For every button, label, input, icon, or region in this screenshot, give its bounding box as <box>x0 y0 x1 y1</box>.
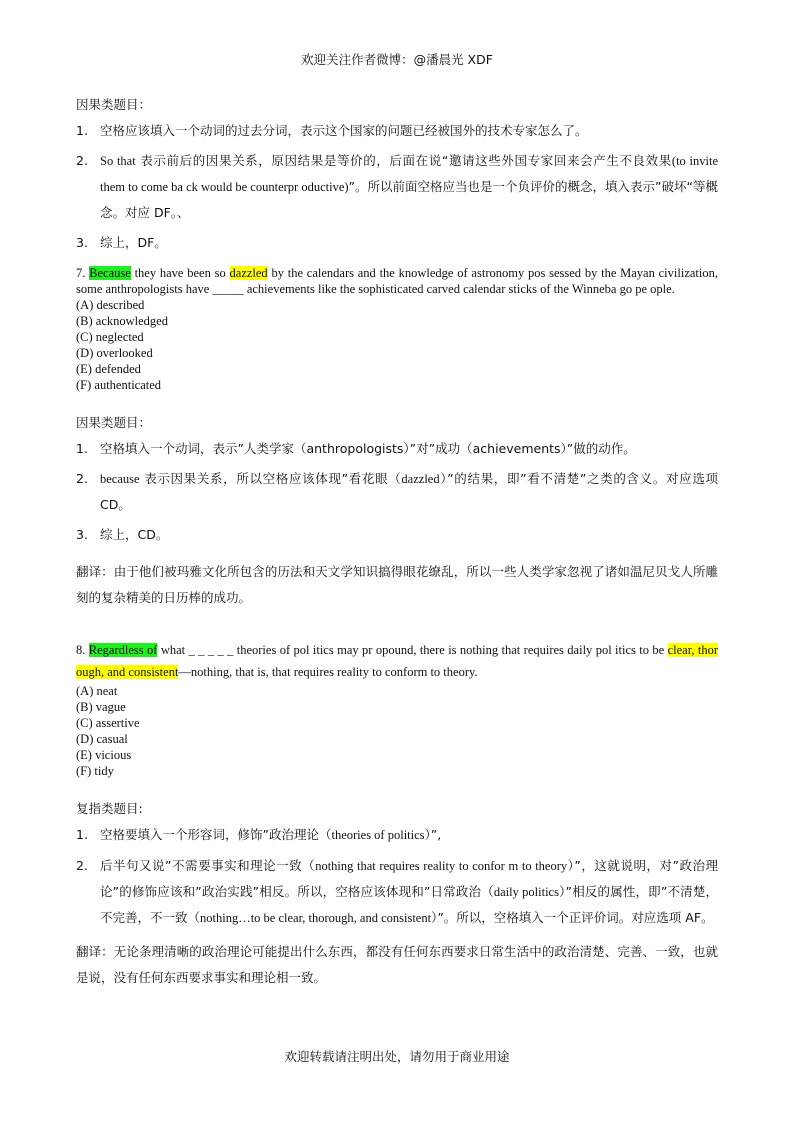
list-number: 1. <box>76 827 88 842</box>
english-phrase: So that <box>100 154 136 168</box>
english-phrase: dazzled <box>401 472 440 486</box>
highlight-keyword: clear, thor ough, and consistent <box>76 643 719 679</box>
list-text: 综上，CD。 <box>100 527 169 542</box>
option-b: (B) vague <box>76 700 126 714</box>
english-phrase: nothing that requires reality to confor m to theory <box>315 859 568 873</box>
list-item <box>76 436 718 461</box>
translation-paragraph: 翻译：无论条理清晰的政治理论可能提出什么东西，都没有任何东西要求日常生活中的政治清楚、完善、一致，也就是说，没有任何东西要求事实和理论相一致。 <box>76 944 718 985</box>
option-e: (E) vicious <box>76 748 132 762</box>
list-text: 综上，DF。 <box>100 235 167 250</box>
question-number: 7. <box>76 266 90 280</box>
highlight-keyword: dazzled <box>229 266 268 280</box>
option-b: (B) acknowledged <box>76 314 168 328</box>
section-title: 复指类题目: <box>76 801 143 816</box>
list-item <box>76 148 718 225</box>
question-text: achievements like the sophisticated carved calendar sticks of the Winneba go pe ople. <box>243 282 675 296</box>
list-text: 后半句又说”不需要事实和理论一致（ <box>100 858 316 873</box>
list-text: ）”，这就说明，对”政治理论”的修饰应该和”政治实践”相反。所以，空格应该体现和”日常政治（ <box>100 858 718 899</box>
section-title: 因果类题目： <box>76 97 152 112</box>
option-a: (A) neat <box>76 684 118 698</box>
english-phrase: theories of politics <box>331 828 425 842</box>
list-item <box>76 118 718 143</box>
english-phrase: because <box>100 472 140 486</box>
list-number: 1. <box>76 123 88 138</box>
list-item <box>76 466 718 517</box>
question-text: by the calendars and the knowledge of astronomy pos sessed by the Mayan civilization, some anthropologists have <box>76 266 718 296</box>
option-d: (D) casual <box>76 732 128 746</box>
list-text: 空格填入一个动词，表示”人类学家（anthropologists）”对”成功（achievements）”做的动作。 <box>100 441 636 456</box>
option-f: (F) authenticated <box>76 378 162 392</box>
list-text: ）”的结果，即”看不清楚”之类的含义。对应选项 CD。 <box>100 471 718 512</box>
option-c: (C) assertive <box>76 716 140 730</box>
list-item <box>76 230 718 255</box>
list-number: 3. <box>76 527 88 542</box>
question-text: —nothing, that is, that requires reality to conform to theory. <box>178 665 478 679</box>
option-c: (C) neglected <box>76 330 144 344</box>
question-number: 8. <box>76 643 89 657</box>
page-header: 欢迎关注作者微博：@潘晨光 XDF <box>301 52 493 67</box>
option-a: (A) described <box>76 298 145 312</box>
list-text: 表示因果关系，所以空格应该体现”看花眼（ <box>139 471 402 486</box>
list-number: 2. <box>76 471 88 486</box>
option-d: (D) overlooked <box>76 346 153 360</box>
question-7 <box>76 265 718 297</box>
answer-blank: _ _ _ _ _ <box>188 643 234 657</box>
page-footer: 欢迎转载请注明出处，请勿用于商业用途 <box>284 1049 510 1064</box>
answer-blank: _____ <box>212 282 244 296</box>
highlight-keyword: Because <box>89 266 131 280</box>
option-f: (F) tidy <box>76 764 114 778</box>
highlight-keyword: Regardless of <box>88 643 158 657</box>
question-text: theories of pol itics may pr opound, there is nothing that requires daily pol itics to be <box>233 643 668 657</box>
list-number: 2. <box>76 153 88 168</box>
list-number: 1. <box>76 441 88 456</box>
list-text: 表示前后的因果关系，原因结果是等价的，后面在说“邀请这些外国专家回来会产生不良效果 <box>135 153 672 168</box>
answer-options <box>76 683 718 779</box>
list-number: 3. <box>76 235 88 250</box>
explanation-list <box>76 822 718 931</box>
document-body <box>76 95 718 991</box>
list-number: 2. <box>76 858 88 873</box>
question-text: what <box>157 643 189 657</box>
english-phrase: nothing…to be clear, thorough, and consistent <box>200 911 432 925</box>
explanation-list <box>76 436 718 547</box>
list-item <box>76 822 718 848</box>
list-text: ）”, <box>424 827 442 842</box>
list-text: 空格应该填入一个动词的过去分词，表示这个国家的问题已经被国外的技术专家怎么了。 <box>100 123 588 138</box>
list-item <box>76 522 718 547</box>
english-phrase: (to invite them to come ba ck would be counterpr oductive) <box>100 154 718 194</box>
list-text: 空格要填入一个形容词，修饰”政治理论（ <box>100 827 332 842</box>
explanation-list <box>76 118 718 255</box>
list-text: ）”。所以，空格填入一个正评价词。对应选项 AF。 <box>431 910 714 925</box>
section-title: 因果类题目： <box>76 415 152 430</box>
list-item <box>76 853 718 931</box>
answer-options <box>76 297 718 393</box>
question-8 <box>76 639 718 683</box>
option-e: (E) defended <box>76 362 141 376</box>
question-text: they have been so <box>130 266 230 280</box>
list-text: ”。所以前面空格应当也是一个负评价的概念，填入表示”破坏“等概念。对应 DF。、 <box>100 179 719 220</box>
english-phrase: daily politics <box>493 885 559 899</box>
list-text: ）”相反的属性，即”不清楚，不完善，不一致（ <box>100 884 718 925</box>
translation-paragraph: 翻译：由于他们被玛雅文化所包含的历法和天文学知识搞得眼花缭乱，所以一些人类学家忽视了诸如温尼贝戈人所雕刻的复杂精美的日历棒的成功。 <box>76 564 718 605</box>
